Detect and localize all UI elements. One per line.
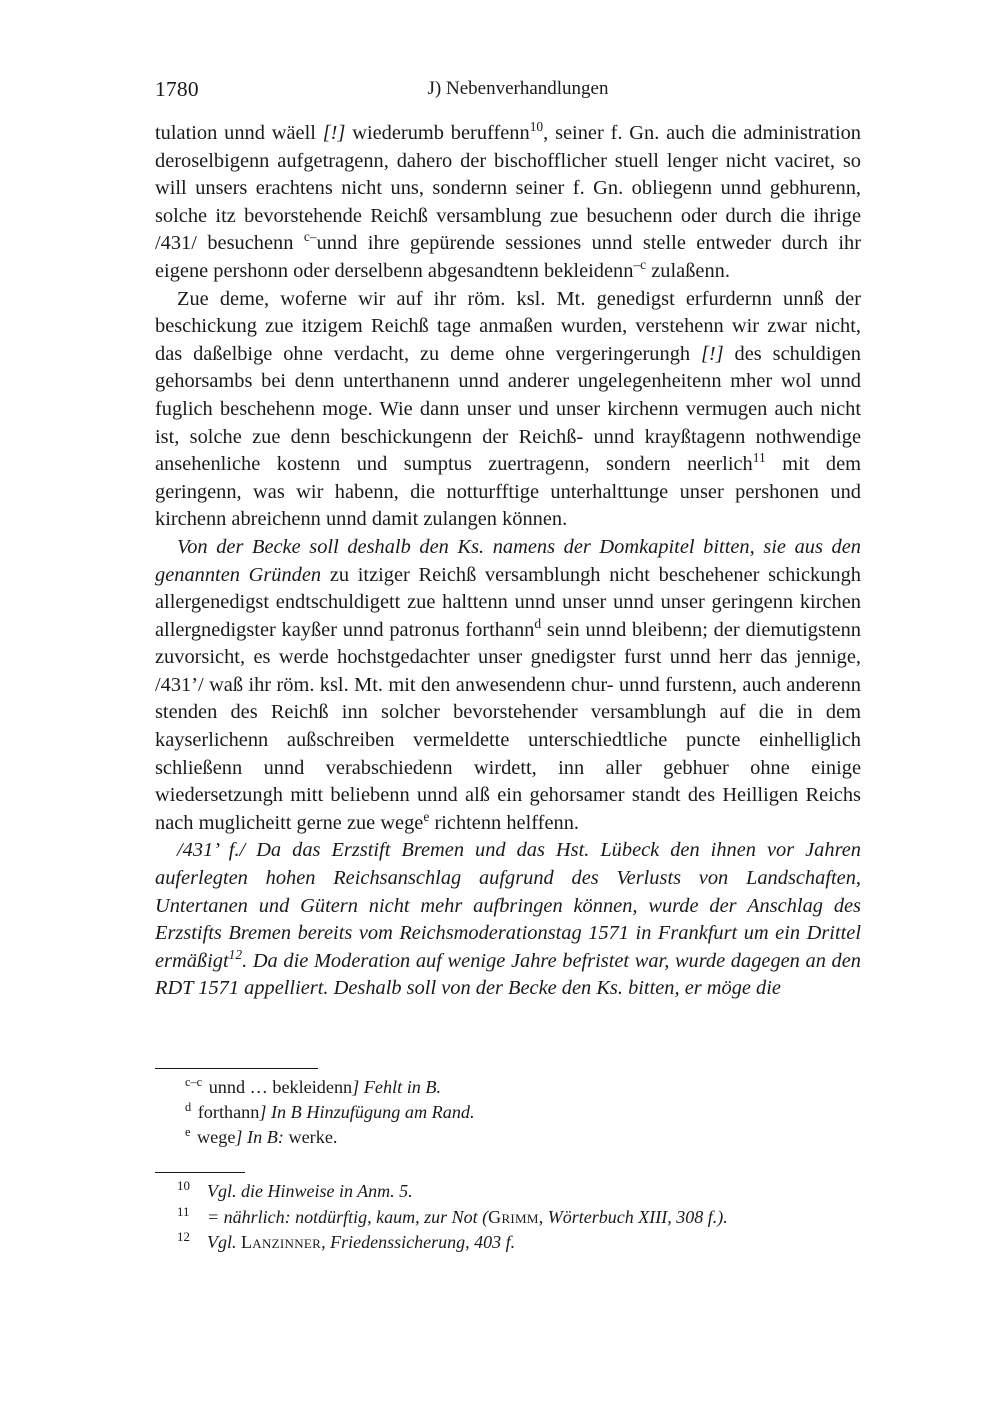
p3-part-b: sein unnd bleibenn; der diemutigstenn zuvorsicht, es werde hochstgedachter unser gnedigster furst unnd herr das jennige, /431’/ waß ihr röm. ksl. Mt. mit den anwesendenn chur- unnd furstenn, auch anderenn stenden des Reichß inn solcher bevorstehender versamblungh auf die in dem kayserlichenn außschreiben vermeldette unterschiedtliche puncte einhelliglich schließenn unnd verabschiedenn wirdett, inn aller gebhuer ohne einige wiedersetzungh mitt beliebenn unnd alß ein gehorsamer standt des Heilligen Reichs nach muglicheitt gerne zue wege <box>155 618 861 834</box>
p2-part-b: des schuldigen gehorsambs bei denn unterthanenn unnd anderer ungelegenheitenn mher wol unnd fuglich beschehenn moge. Wie dann unser und unser kirchenn vermugen auch nicht ist, solche zue denn beschickungenn der Reichß- unnd krayßtagenn nothwendige ansehenliche kostenn und sumptus zuertragenn, sondern neerlich <box>155 342 861 476</box>
p3-part-a: zu itziger Reichß versamblungh nicht beschehener schickungh allergenedigst endtschuldigett zue halttenn unnd unser unnd unser geringenn kirchen allergnedigster kayßer unnd patronus forthann <box>155 563 861 641</box>
footnote-smallcaps-12: Lanzinner <box>241 1232 322 1252</box>
footnote-suffix-11: , Wörterbuch XIII, 308 f.). <box>538 1206 728 1227</box>
p1-part-e: zulaßenn. <box>646 259 730 282</box>
footnote-text-10: Vgl. die Hinweise in Anm. 5. <box>207 1181 413 1201</box>
p1-part-c: , seiner f. Gn. auch die administration deroselbigenn aufgetragenn, dahero der bischofflicher stuell lenger nicht vaciret, so will unsers erachtens nicht uns, sondernn seiner f. Gn. obliegenn unnd gebhurenn, solche itz bevorstehende Reichß versamblung zue besuchenn oder durch die ihrige /431/ besuchenn <box>155 122 862 255</box>
page-content <box>155 72 861 1003</box>
footnote-11 <box>155 1205 861 1231</box>
p4-part-b: . Da die Moderation auf wenige Jahre befristet war, wurde dagegen an den RDT 1571 appelliert. Deshalb soll von der Becke den Ks. bitten, er möge die <box>155 949 861 1000</box>
running-head <box>155 72 861 106</box>
paragraph-2 <box>155 286 861 534</box>
p1-part-a: tulation unnd wäell <box>155 122 323 144</box>
footnote-12 <box>155 1230 861 1256</box>
footnotes-section <box>155 1172 861 1256</box>
p2-sic-1: [!] <box>700 342 724 365</box>
page-number: 1780 <box>155 77 199 101</box>
p3-part-c: richtenn helffenn. <box>429 811 580 834</box>
footnote-ref-10[interactable]: 10 <box>529 119 544 135</box>
footnote-ref-12[interactable]: 12 <box>228 947 243 963</box>
apparatus-entry-c <box>155 1075 861 1100</box>
p2-part-c: mit dem geringenn, was wir habenn, die notturfftige unterhalttunge unser pershonen und kirchenn abreichenn unnd damit zulangen können. <box>155 453 861 531</box>
footnote-prefix-12: Vgl. <box>207 1232 241 1252</box>
apparatus-comment-c: Fehlt in B. <box>359 1077 442 1097</box>
body-text <box>155 120 861 1003</box>
apparatus-lemma-e: wege <box>192 1127 236 1147</box>
apparatus-ref-e[interactable]: e <box>423 809 430 825</box>
apparatus-tail-e: werke. <box>283 1127 338 1147</box>
footnote-number-11: 11 <box>177 1203 190 1219</box>
p1-part-d: unnd ihre gepürende sessiones unnd stelle entweder durch ihr eigene pershonn oder derselbenn abgesandtenn bekleidenn <box>155 232 861 282</box>
apparatus-comment-e: In B: <box>242 1127 284 1147</box>
footnote-suffix-12: , Friedenssicherung, 403 f. <box>321 1232 516 1252</box>
p2-part-a: Zue deme, woferne wir auf ihr röm. ksl. Mt. genedigst erfurdernn unnß der beschickung zue itzigem Reichß tage anmaßen wurden, verstehenn wir zwar nicht, das daßelbige ohne verdacht, zu deme ohne vergeringerungh <box>155 287 861 365</box>
footnote-number-10: 10 <box>177 1178 190 1193</box>
apparatus-mark-d: d <box>185 1099 192 1114</box>
apparatus-entry-d <box>155 1100 861 1125</box>
apparatus-mark-e: e <box>185 1124 191 1139</box>
paragraph-4 <box>155 837 861 1003</box>
footnote-number-12: 12 <box>177 1229 190 1244</box>
p1-part-b: wiederumb beruffenn <box>345 122 530 144</box>
p1-sic-1: [!] <box>322 122 346 144</box>
apparatus-entry-e <box>155 1125 861 1150</box>
apparatus-lemma-d: forthann <box>193 1102 260 1122</box>
footnotes-rule <box>155 1172 245 1173</box>
apparatus-bracket-c: ] <box>352 1077 360 1097</box>
paragraph-3 <box>155 534 861 838</box>
apparatus-ref-d[interactable]: d <box>534 615 542 631</box>
footnote-10 <box>155 1179 861 1205</box>
siglum-c-open: c– <box>303 229 317 245</box>
apparatus-bracket-d: ] <box>259 1102 267 1122</box>
p4-part-a: /431’ f./ Da das Erzstift Bremen und das Hst. Lübeck den ihnen vor Jahren auferlegten hohen Reichsanschlag aufgrund des Verlusts von Landschaften, Untertanen und Gütern nicht mehr aufbringen können, wurde der Anschlag des Erzstifts Bremen bereits vom Reichsmoderationstag 1571 in Frankfurt um ein Drittel ermäßigt <box>155 839 861 972</box>
apparatus-lemma-c: unnd … bekleidenn <box>204 1077 353 1097</box>
siglum-c-close: –c <box>633 257 647 273</box>
critical-apparatus <box>155 1068 861 1150</box>
paragraph-1 <box>155 120 861 286</box>
footnote-ref-11[interactable]: 11 <box>752 450 766 466</box>
apparatus-rule <box>155 1068 318 1069</box>
apparatus-comment-d: In B Hinzufügung am Rand. <box>266 1102 475 1122</box>
footnote-prefix-11: = nährlich: notdürftig, kaum, zur Not ( <box>207 1206 489 1227</box>
apparatus-bracket-e: ] <box>235 1127 243 1147</box>
apparatus-mark-c: c–c <box>185 1074 203 1089</box>
p3-italic-lead: Von der Becke soll deshalb den Ks. namens der Domkapitel bitten, sie aus den genannten Gründen <box>155 535 861 586</box>
footnote-smallcaps-11: Grimm <box>488 1206 539 1227</box>
running-head-title: J) Nebenverhandlungen <box>427 78 609 99</box>
